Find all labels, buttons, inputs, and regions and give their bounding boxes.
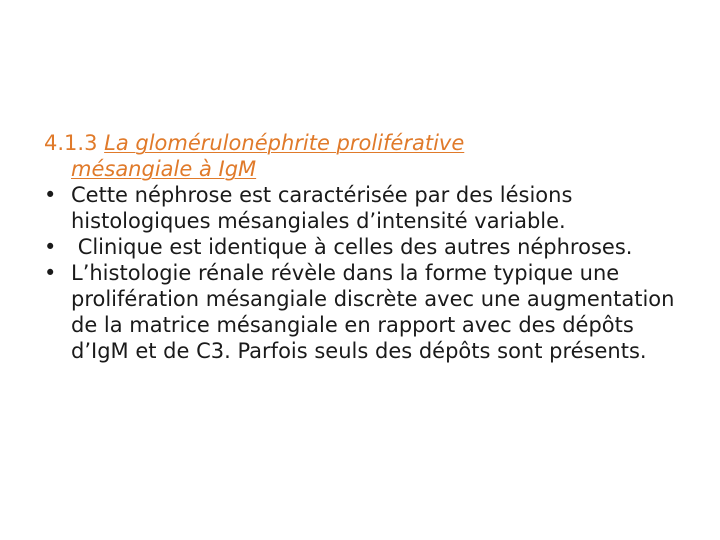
bullet-item [44,182,684,234]
bullet-marker: • [44,261,57,285]
bullet-item [44,260,684,364]
bullet-text: L’histologie rénale révèle dans la forme typique une prolifération mésangiale discrète avec une augmentation de la matrice mésangiale en rapport avec des dépôts d’IgM et de C3. Parfois seuls des dépôts sont présents. [71,261,675,363]
bullet-item [44,234,684,260]
bullet-marker: • [44,235,57,259]
section-title-line-2: mésangiale à IgM [71,157,257,181]
section-title-line-1: La glomérulonéphrite proliférative [104,131,465,155]
section-number: 4.1.3 [44,131,98,155]
slide-content [44,130,684,364]
section-heading [44,130,684,182]
bullet-marker: • [44,183,57,207]
bullet-list [44,182,684,364]
bullet-text: Clinique est identique à celles des autres néphroses. [71,235,633,259]
bullet-text: Cette néphrose est caractérisée par des lésions histologiques mésangiales d’intensité variable. [71,183,573,233]
